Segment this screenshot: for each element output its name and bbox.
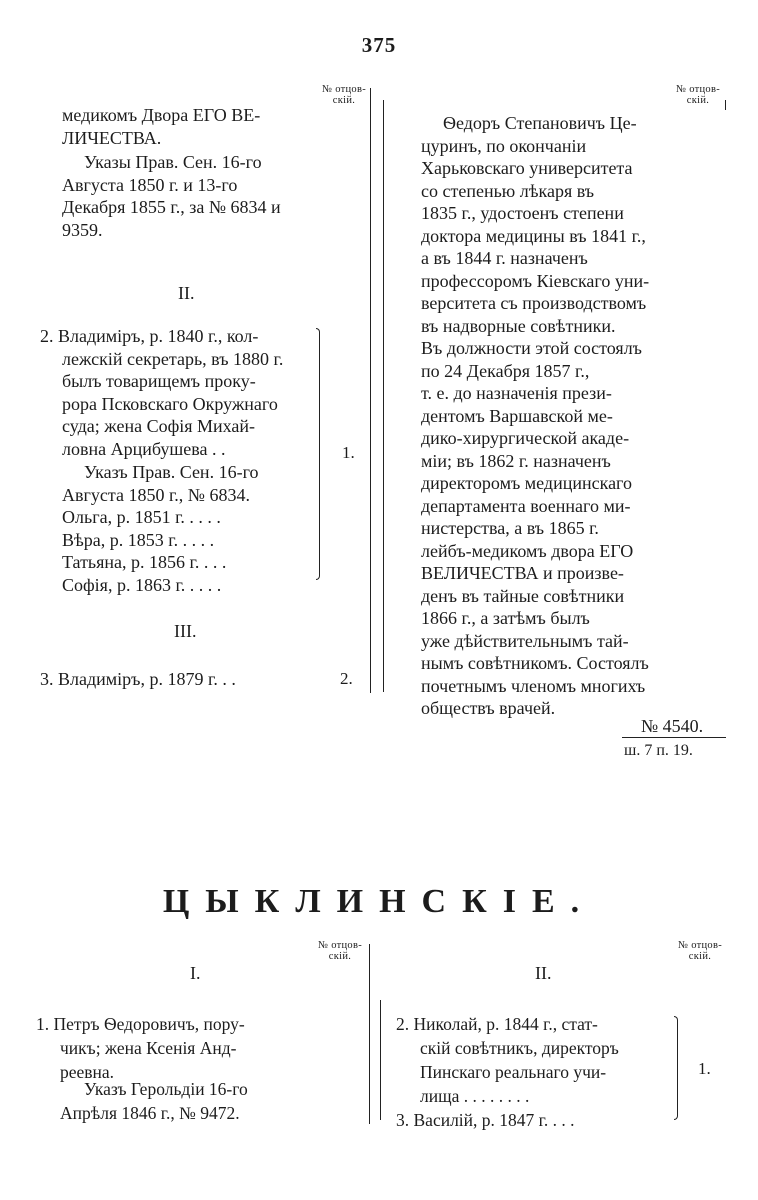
children-bracket <box>674 1016 678 1120</box>
list-item: Софія, р. 1863 г. . . . . <box>62 574 222 595</box>
text-line: лежскій секретарь, въ 1880 г. <box>62 348 284 369</box>
column-label-line1: № отцов- <box>675 84 721 95</box>
record-reference: ш. 7 п. 19. <box>624 742 693 759</box>
record-number: № 4540. <box>641 716 704 736</box>
column-label-line2: скій. <box>688 951 712 962</box>
text-line: т. е. до назначенія прези- <box>421 383 612 403</box>
column-divider-bottom-inner <box>380 1000 381 1120</box>
text-line: міи; въ 1862 г. назначенъ <box>421 450 611 471</box>
text-line: директоромъ медицинскаго <box>421 473 632 493</box>
text-line: чикъ; жена Ксенія Анд- <box>60 1038 237 1058</box>
text-line: по 24 Декабря 1857 г., <box>421 360 590 381</box>
text-line: медикомъ Двора ЕГО ВЕ- <box>62 105 261 125</box>
section-heading-II-bottom: II. <box>535 963 552 983</box>
biography-tsetsurin <box>421 112 649 720</box>
column-label-line2: скій. <box>328 951 352 962</box>
text-line: доктора медицины въ 1841 г., <box>421 225 646 246</box>
entry-1-petr <box>36 1012 245 1084</box>
text-line: лища . . . . . . . . <box>420 1086 530 1106</box>
text-line: Харьковскаго университета <box>421 158 633 178</box>
text-line: Указы Прав. Сен. 16-го <box>84 152 262 172</box>
text-line: верситета съ производствомъ <box>421 293 647 313</box>
entry-2-nikolai <box>396 1012 619 1108</box>
record-rule <box>622 737 726 738</box>
entry-2-decree <box>62 461 259 506</box>
father-number: 2. <box>340 669 353 688</box>
text-line: Августа 1850 г., № 6834. <box>62 484 250 505</box>
text-line: Ѳедоръ Степановичъ Це- <box>443 113 637 133</box>
text-line: уже дѣйствительнымъ тай- <box>421 630 629 651</box>
text-line: 2. Николай, р. 1844 г., стат- <box>396 1014 598 1034</box>
text-line: денъ въ тайные совѣтники <box>421 585 625 606</box>
entry-1-decree <box>60 1077 248 1125</box>
text-line: лейбъ-медикомъ двора ЕГО <box>421 540 634 561</box>
text-line: почетнымъ членомъ многихъ <box>421 675 646 696</box>
column-label-line1: № отцов- <box>677 940 723 951</box>
text-line: профессоромъ Кіевскаго уни- <box>421 270 650 291</box>
text-line: Апрѣля 1846 г., № 9472. <box>60 1103 240 1123</box>
column-label-line2: скій. <box>332 95 356 106</box>
text-line: цуринъ, по окончаніи <box>421 135 587 156</box>
column-label-right-top <box>668 84 728 106</box>
father-number: 1. <box>698 1059 711 1078</box>
text-line: Указъ Прав. Сен. 16-го <box>84 462 259 482</box>
text-line: 1866 г., а затѣмъ былъ <box>421 608 590 628</box>
section-heading-I: I. <box>190 963 201 983</box>
text-line: 9359. <box>62 219 103 240</box>
father-number: 1. <box>342 443 355 462</box>
daughters-list <box>62 506 226 596</box>
list-item: Вѣра, р. 1853 г. . . . . <box>62 529 215 550</box>
text-line: былъ товарищемъ проку- <box>62 371 256 391</box>
column-label-line1: № отцов- <box>321 84 367 95</box>
text-line: ЛИЧЕСТВА. <box>62 127 162 148</box>
section-heading-II: II. <box>178 283 195 303</box>
text-line: нистерства, а въ 1865 г. <box>421 518 599 538</box>
text-line: дико-хирургической акаде- <box>421 428 630 448</box>
text-line: Декабря 1855 г., за № 6834 и <box>62 197 281 217</box>
entry-3-vasiliy: 3. Василій, р. 1847 г. . . . <box>396 1110 575 1130</box>
text-line: департамента военнаго ми- <box>421 495 631 516</box>
page-number: 375 <box>361 33 397 57</box>
column-label-line2: скій. <box>686 95 710 106</box>
left-top-decree <box>62 151 281 241</box>
text-line: Пинскаго реальнаго учи- <box>420 1062 607 1082</box>
text-line: 1835 г., удостоенъ степени <box>421 203 624 223</box>
text-line: въ надворные совѣтники. <box>421 315 616 336</box>
column-divider-top-right <box>725 100 726 110</box>
column-divider-top-left <box>370 88 371 693</box>
column-label-line1: № отцов- <box>317 940 363 951</box>
column-divider-bottom-left <box>369 944 370 1124</box>
column-label-left-bottom <box>310 940 370 962</box>
text-line: а въ 1844 г. назначенъ <box>421 248 588 268</box>
left-top-continuation <box>62 104 260 149</box>
text-line: дентомъ Варшавской ме- <box>421 405 613 426</box>
text-line: ВЕЛИЧЕСТВА и произве- <box>421 563 624 583</box>
family-title: ЦЫКЛИНСКІЕ. <box>162 883 596 920</box>
column-label-right-bottom <box>670 940 730 962</box>
list-item: Ольга, р. 1851 г. . . . . <box>62 507 221 527</box>
text-line: скій совѣтникъ, директоръ <box>420 1038 619 1058</box>
entry-2-vladimir <box>40 325 283 460</box>
text-line: Августа 1850 г. и 13-го <box>62 174 238 195</box>
column-divider-top-inner <box>383 100 384 692</box>
list-item: Татьяна, р. 1856 г. . . . <box>62 552 227 572</box>
text-line: ловна Арцибушева . . <box>62 438 226 459</box>
text-line: нымъ совѣтникомъ. Состоялъ <box>421 653 649 673</box>
text-line: реевна. <box>60 1062 115 1082</box>
section-heading-III: III. <box>174 621 197 641</box>
text-line: 2. Владиміръ, р. 1840 г., кол- <box>40 326 259 346</box>
text-line: Указъ Герольдіи 16-го <box>84 1079 248 1099</box>
text-line: со степенью лѣкаря въ <box>421 180 595 201</box>
text-line: суда; жена Софія Михай- <box>62 416 256 436</box>
children-bracket <box>316 328 320 580</box>
text-line: 1. Петръ Ѳедоровичъ, пору- <box>36 1014 245 1034</box>
entry-3-vladimir: 3. Владиміръ, р. 1879 г. . . <box>40 669 236 689</box>
text-line: обществъ врачей. <box>421 698 556 718</box>
text-line: рора Псковскаго Окружнаго <box>62 393 278 414</box>
column-label-left-top <box>314 84 374 106</box>
text-line: Въ должности этой состоялъ <box>421 338 642 358</box>
